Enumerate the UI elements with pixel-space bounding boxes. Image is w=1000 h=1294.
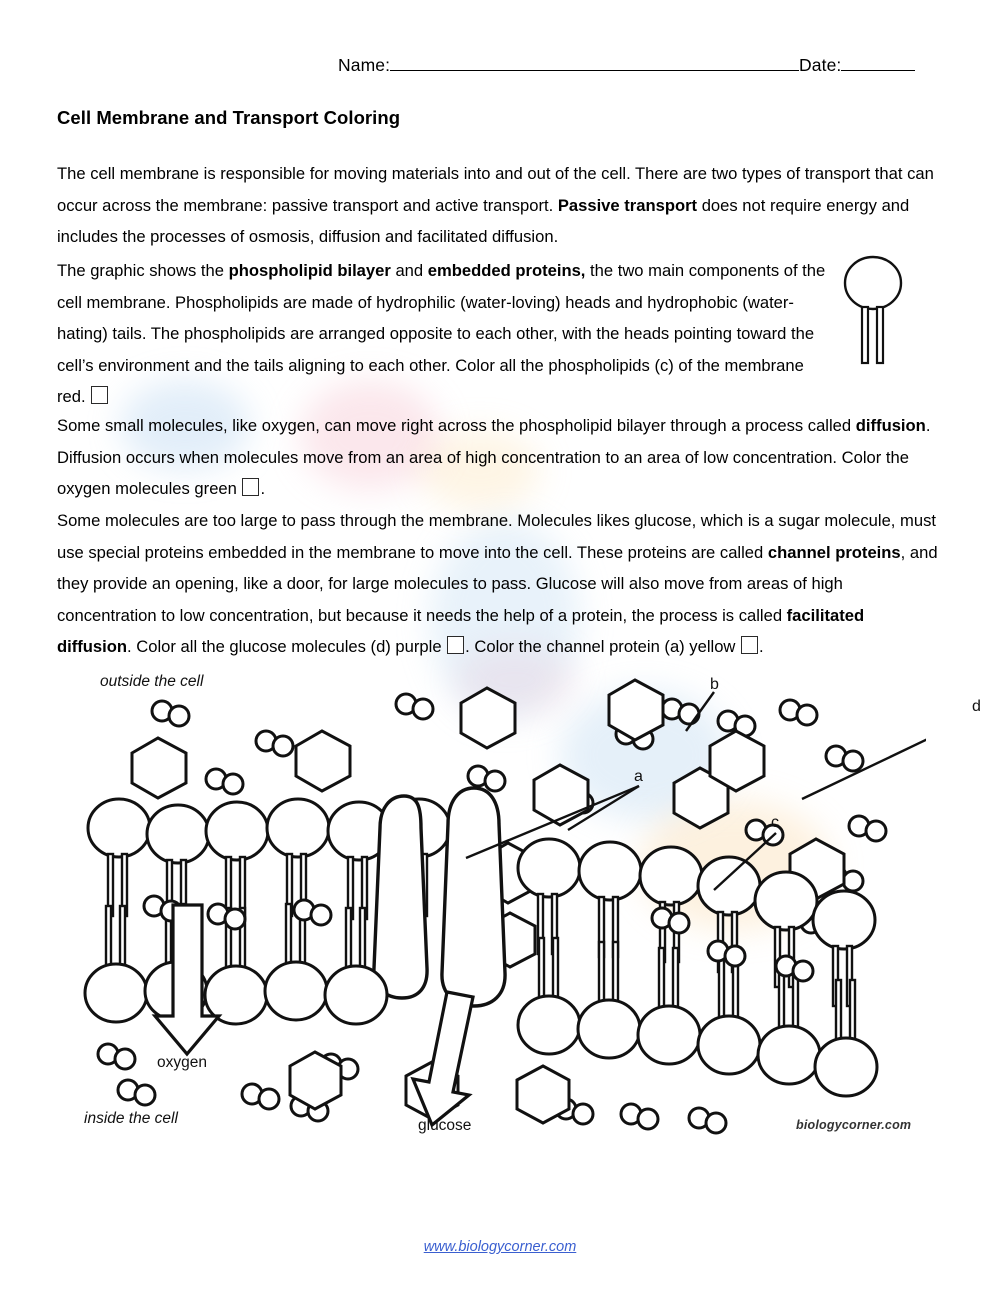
glucose-molecule	[461, 688, 515, 748]
p2-text-3: the two main components of the cell membrane. Phospholipids are made of hydrophilic (water-loving) heads and hydrophobic (water-hating) tails. The phospholipids are arranged opposite to each other, with the heads pointing toward the cell’s environment and the tails aligning to each other. Color all the phospholipids (c) of the membrane red.	[57, 261, 826, 406]
phospholipid	[813, 891, 875, 1006]
key-label-b: b	[710, 676, 719, 693]
channel-protein	[442, 788, 505, 1006]
cell-membrane-diagram	[74, 668, 981, 1146]
phospholipid	[85, 906, 147, 1022]
p2-text-1: The graphic shows the	[57, 261, 229, 280]
p4-bold-facilitated-diffusion: facilitated diffusion	[57, 605, 865, 656]
phospholipid	[638, 948, 700, 1064]
glucose-molecule	[132, 738, 186, 798]
name-label: Name:	[338, 55, 391, 75]
oxygen-molecule	[849, 816, 886, 841]
oxygen-molecule	[780, 700, 817, 725]
date-input-line[interactable]	[841, 55, 915, 71]
p1-bold-passive-transport: Passive transport	[557, 195, 698, 215]
phospholipid-icon	[838, 252, 908, 370]
color-checkbox-yellow[interactable]	[741, 636, 758, 654]
glucose-molecule	[534, 765, 588, 825]
glucose-molecule	[710, 731, 764, 791]
phospholipid	[88, 799, 150, 916]
oxygen-molecule	[689, 1108, 726, 1133]
biologycorner-watermark: biologycorner.com	[796, 1118, 912, 1132]
oxygen-molecule	[152, 701, 189, 726]
glucose-molecule	[290, 1052, 341, 1109]
phospholipid	[640, 847, 702, 962]
oxygen-molecule	[396, 694, 433, 719]
page-title: Cell Membrane and Transport Coloring	[57, 107, 401, 128]
name-input-line[interactable]	[390, 55, 799, 71]
label-glucose: glucose	[418, 1117, 472, 1134]
oxygen-molecule	[826, 746, 863, 771]
glucose-molecule	[296, 731, 350, 791]
p3-bold-diffusion: diffusion	[855, 416, 926, 435]
key-label-a: a	[634, 768, 643, 785]
p2-bold-embedded-proteins: embedded proteins,	[427, 261, 586, 280]
p4-text-4: . Color the channel protein (a) yellow	[465, 637, 741, 656]
p4-text-2: , and they provide an opening, like a door, for large molecules to pass. Glucose will also move from areas of high concentration to low concentration, but because it needs the help of a protein, the process is called	[57, 542, 938, 625]
key-label-c: c	[771, 814, 779, 831]
p1-text-1: The cell membrane is responsible for moving materials into and out of the cell. There are two types of transport that can occur across the membrane: passive transport and active transport.	[57, 164, 934, 215]
leader-line-d-upper	[802, 716, 926, 799]
color-checkbox-red[interactable]	[91, 386, 108, 404]
oxygen-molecule	[206, 769, 243, 794]
paragraph-diffusion	[57, 410, 943, 505]
phospholipid	[698, 958, 760, 1074]
phospholipid	[579, 842, 641, 957]
name-date-header	[338, 55, 958, 76]
phospholipid-lower-leaflet-right	[518, 938, 877, 1096]
footer-website-link[interactable]: www.biologycorner.com	[423, 1239, 577, 1255]
p2-text-2: and	[390, 261, 428, 280]
label-oxygen: oxygen	[157, 1054, 207, 1071]
p1-text-2: does not require energy and includes the processes of osmosis, diffusion and facilitated diffusion.	[57, 195, 910, 246]
p2-bold-phospholipid-bilayer: phospholipid bilayer	[228, 261, 391, 280]
date-label: Date:	[799, 55, 842, 75]
p4-text-1: Some molecules are too large to pass through the membrane. Molecules likes glucose, which is a sugar molecule, must use special proteins embedded in the membrane to move into the cell. These proteins are called	[57, 511, 936, 562]
color-checkbox-purple[interactable]	[447, 636, 464, 654]
key-label-d: d	[972, 698, 981, 715]
label-outside-the-cell: outside the cell	[100, 673, 204, 690]
phospholipid	[578, 942, 640, 1058]
oxygen-molecule	[652, 908, 689, 933]
membrane-svg	[74, 668, 926, 1146]
glucose-molecule	[609, 680, 663, 740]
p4-bold-channel-proteins: channel proteins	[767, 542, 901, 562]
p3-text-2: . Diffusion occurs when molecules move from an area of high concentration to an area of low concentration. Color the oxygen molecules green	[57, 416, 931, 498]
paragraph-intro	[57, 158, 943, 253]
oxygen-molecule	[242, 1084, 279, 1109]
oxygen-molecule	[621, 1104, 658, 1129]
phospholipid	[267, 799, 329, 916]
oxygen-molecule	[256, 731, 293, 756]
paragraph-bilayer	[57, 255, 827, 413]
oxygen-molecule	[118, 1080, 155, 1105]
color-checkbox-green[interactable]	[242, 478, 259, 496]
glucose-molecule	[517, 1066, 569, 1123]
p3-text-1: Some small molecules, like oxygen, can move right across the phospholipid bilayer through a process called	[57, 416, 856, 435]
paragraph-facilitated-diffusion	[57, 505, 943, 663]
p3-text-3: .	[260, 479, 266, 498]
p4-text-3: . Color all the glucose molecules (d) purple	[127, 637, 447, 656]
label-inside-the-cell: inside the cell	[84, 1110, 178, 1127]
channel-protein	[374, 796, 427, 998]
phospholipid	[206, 802, 268, 919]
oxygen-molecule	[708, 941, 745, 966]
p4-text-5: .	[759, 637, 764, 656]
oxygen-molecule	[98, 1044, 135, 1069]
